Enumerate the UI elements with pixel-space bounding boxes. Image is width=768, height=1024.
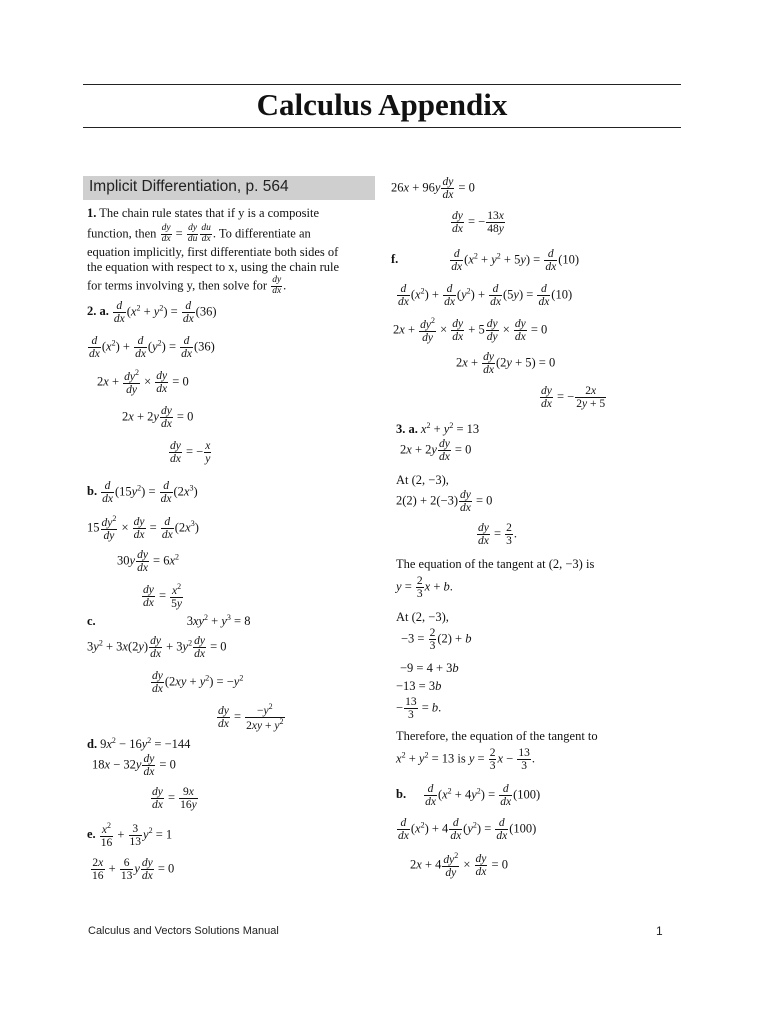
eq-2f-1: f. $\frac{d}{dx}$ $(x^2 + y^2 + 5y)$ = $\frac{d}{dx}$ (10) (391, 248, 580, 274)
eq-2a-4: 2x + 2y $\frac{dy}{dx}$ = 0 (122, 405, 194, 431)
eq-3a-5: y = $\frac{2}{3}$ x + b. (396, 575, 453, 601)
section-title: Implicit Differentiation, p. 564 (89, 178, 289, 195)
eq-2e-4: $\frac{dy}{dx}$ = − $\frac{13x}{48y}$ (452, 210, 504, 236)
eq-3a-9: − $\frac{13}{3}$ = b. (396, 696, 442, 722)
eq-2f-2: $\frac{d}{dx}$ $(x^2)$ + $\frac{d}{dx}$ $(y^2)$ + $\frac{d}{dx}$ (5y) = $\frac{d}{dx}$ (10) (398, 283, 573, 309)
eq-2c-1: c. $3xy^2 + y^3 = 8$ (87, 613, 251, 629)
eq-2c-4: $\frac{dy}{dx}$ = $\frac{-y^2}{2xy + y^2}$ (218, 702, 284, 732)
eq-3a-3: 2(2) + 2(−3) $\frac{dy}{dx}$ = 0 (396, 489, 493, 515)
top-rule (83, 84, 681, 85)
title-rule (83, 127, 681, 128)
eq-2f-3: 2x + $\frac{dy^2}{dy}$ × $\frac{dy}{dx}$ + 5 $\frac{dy}{dy}$ × $\frac{dy}{dx}$ = 0 (393, 316, 548, 344)
eq-2b-1: b. $\frac{d}{dx}$ $(15y^2)$ = $\frac{d}{dx}$ $(2x^3)$ (87, 480, 198, 506)
eq-3a-4: $\frac{dy}{dx}$ = $\frac{2}{3}$ . (478, 522, 518, 548)
eq-2c-2: $3y^2 + 3x(2y)$ $\frac{dy}{dx}$ + $3y^2$ $\frac{dy}{dx}$ = 0 (87, 635, 227, 661)
eq-3b-3: 2x + 4 $\frac{dy^2}{dy}$ × $\frac{dy}{dx}$ = 0 (410, 851, 508, 879)
question-number: 1. (87, 206, 97, 220)
section-banner (83, 176, 375, 200)
eq-3a-8: −13 = 3b (396, 679, 442, 693)
eq-2e-3: 26x + 96y $\frac{dy}{dx}$ = 0 (391, 176, 475, 202)
eq-2b-2: 15 $\frac{dy^2}{dy}$ × $\frac{dy}{dx}$ = $\frac{d}{dx}$ $(2x^3)$ (87, 514, 199, 542)
text-at-point-1: At (2, −3), (396, 473, 449, 487)
text-at-point-2: At (2, −3), (396, 610, 449, 624)
eq-2f-5: $\frac{dy}{dx}$ = − $\frac{2x}{2y + 5}$ (541, 385, 606, 411)
text-therefore: Therefore, the equation of the tangent to (396, 729, 598, 743)
eq-2d-2: 18x − 32y $\frac{dy}{dx}$ = 0 (92, 753, 176, 779)
eq-2c-3: $\frac{dy}{dx}$ $(2xy + y^2) = -y^2$ (152, 670, 244, 696)
page-number: 1 (656, 924, 663, 938)
eq-3a-7: −9 = 4 + 3b (400, 661, 459, 675)
intro-paragraph: 1. The chain rule states that if y is a composite function, then $\frac{dy}{dx}$ = $\frac{dy}{du}$ $\frac{du}{dx}$ . To differentiate an equation implicitly, first differentiate both sides of the equation with respect to x, using the chain rule for terms involving y, then solve for $\frac{dy}{dx}$ . (87, 206, 340, 296)
eq-2f-4: 2x + $\frac{dy}{dx}$ (2y + 5) = 0 (456, 351, 556, 377)
eq-3a-10: $x^2 + y^2 = 13$ is y = $\frac{2}{3}$ x − $\frac{13}{3}$ . (396, 747, 535, 773)
eq-3a-1: 3. a. $x^2 + y^2 = 13$ (396, 421, 480, 437)
eq-3a-2: 2x + 2y $\frac{dy}{dx}$ = 0 (400, 438, 472, 464)
eq-2b-3: 30y $\frac{dy}{dx}$ = $6x^2$ (117, 549, 180, 575)
eq-2e-1: e. $\frac{x^2}{16}$ + $\frac{3}{13}$ $y^2 = 1$ (87, 821, 173, 849)
eq-2d-3: $\frac{dy}{dx}$ = $\frac{9x}{16y}$ (152, 786, 197, 812)
eq-2a-1: 2. a. $\frac{d}{dx}$ $(x^2 + y^2)$ = $\frac{d}{dx}$ (36) (87, 300, 217, 326)
eq-3a-6: −3 = $\frac{2}{3}$ (2) + b (401, 627, 472, 653)
eq-3b-1: b. $\frac{d}{dx}$ $(x^2 + 4y^2)$ = $\frac{d}{dx}$ (100) (396, 783, 541, 809)
footer-source: Calculus and Vectors Solutions Manual (88, 925, 279, 937)
eq-2b-4: $\frac{dy}{dx}$ = $\frac{x^2}{5y}$ (143, 582, 183, 610)
eq-2a-2: $\frac{d}{dx}$ $(x^2)$ + $\frac{d}{dx}$ $(y^2)$ = $\frac{d}{dx}$ (36) (89, 335, 215, 361)
eq-2a-3: 2x + $\frac{dy^2}{dy}$ × $\frac{dy}{dx}$ = 0 (97, 368, 189, 396)
eq-2d-1: d. $9x^2 - 16y^2 = -144$ (87, 736, 191, 752)
eq-2e-2: $\frac{2x}{16}$ + $\frac{6}{13}$ y $\frac{dy}{dx}$ = 0 (92, 857, 175, 883)
text-equation-tangent: The equation of the tangent at (2, −3) is (396, 557, 595, 571)
eq-3b-2: $\frac{d}{dx}$ $(x^2) + 4$ $\frac{d}{dx}$ $(y^2)$ = $\frac{d}{dx}$ (100) (398, 817, 537, 843)
eq-2a-5: $\frac{dy}{dx}$ = − $\frac{x}{y}$ (170, 440, 211, 466)
page-title: Calculus Appendix (256, 87, 508, 122)
